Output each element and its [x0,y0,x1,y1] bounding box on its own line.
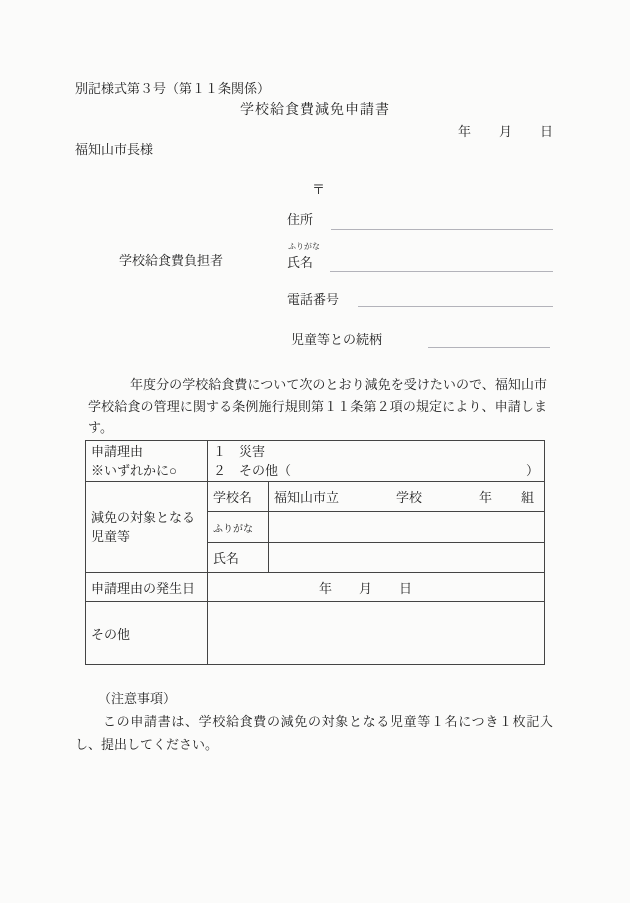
occurrence-year-label: 年 [319,580,333,596]
child-name-write-cell [269,543,545,573]
other-write-cell [208,602,545,665]
date-year-label: 年 [457,124,471,139]
relation-write-line [428,347,550,348]
school-suffix-label: 学校 [396,490,423,505]
children-label-line1: 減免の対象となる [91,510,196,525]
date-day-label: 日 [539,124,553,139]
page-title: 学校給食費減免申請書 [240,103,390,118]
date-line [458,121,553,140]
application-statement: 年度分の学校給食費について次のとおり減免を受けたいので、福知山市学校給食の管理に関する条例施行規則第１１条第２項の規定により、申請します。 [88,377,547,435]
children-label-cell [86,482,208,573]
reason-label-line1: 申請理由 [91,444,144,459]
school-name-cell [269,482,545,512]
address-label: 住所 [287,212,314,227]
other-label: その他 [86,602,208,665]
reason-label-line2: ※いずれかに○ [91,463,177,478]
payer-name-write-line [330,271,553,272]
table-row [86,602,545,665]
table-row [86,573,545,602]
table-row [86,441,545,482]
reason-option-other: ２ その他（ [213,463,292,478]
date-month-label: 月 [498,124,512,139]
school-year-label: 年 [479,490,493,505]
school-name-label: 学校名 [208,482,269,512]
table-row [86,482,545,512]
occurrence-month-label: 月 [359,580,373,596]
school-prefix-label: 福知山市立 [274,490,340,505]
form-number: 別記様式第３号（第１１条関係） [75,81,271,96]
addressee: 福知山市長様 [75,142,154,157]
notes-heading: （注意事項） [98,691,177,706]
postal-mark: 〒 [312,182,326,197]
payer-role-label: 学校給食費負担者 [119,253,224,268]
payer-name-label: 氏名 [287,255,314,270]
reason-option-other-close-paren: ） [525,463,539,478]
reason-option-disaster: １ 災害 [213,444,266,459]
occurrence-date-cell [208,573,545,602]
reason-options-cell [208,441,545,482]
occurrence-day-label: 日 [399,580,413,596]
payer-furigana-label: ふりがな [288,242,320,251]
reason-label-cell [86,441,208,482]
phone-label: 電話番号 [287,292,340,307]
school-class-label: 組 [521,490,535,505]
relation-label: 児童等との続柄 [291,332,383,347]
address-write-line [331,229,553,230]
phone-write-line [358,306,553,307]
child-name-label: 氏名 [208,543,269,573]
notes-body: この申請書は、学校給食費の減免の対象となる児童等１名につき１枚記入し、提出してください。 [75,714,553,752]
children-label-line2: 児童等 [91,529,131,544]
application-table [85,440,545,665]
child-furigana-label: ふりがな [208,512,269,543]
occurrence-date-label: 申請理由の発生日 [86,573,208,602]
child-furigana-write-cell [269,512,545,543]
